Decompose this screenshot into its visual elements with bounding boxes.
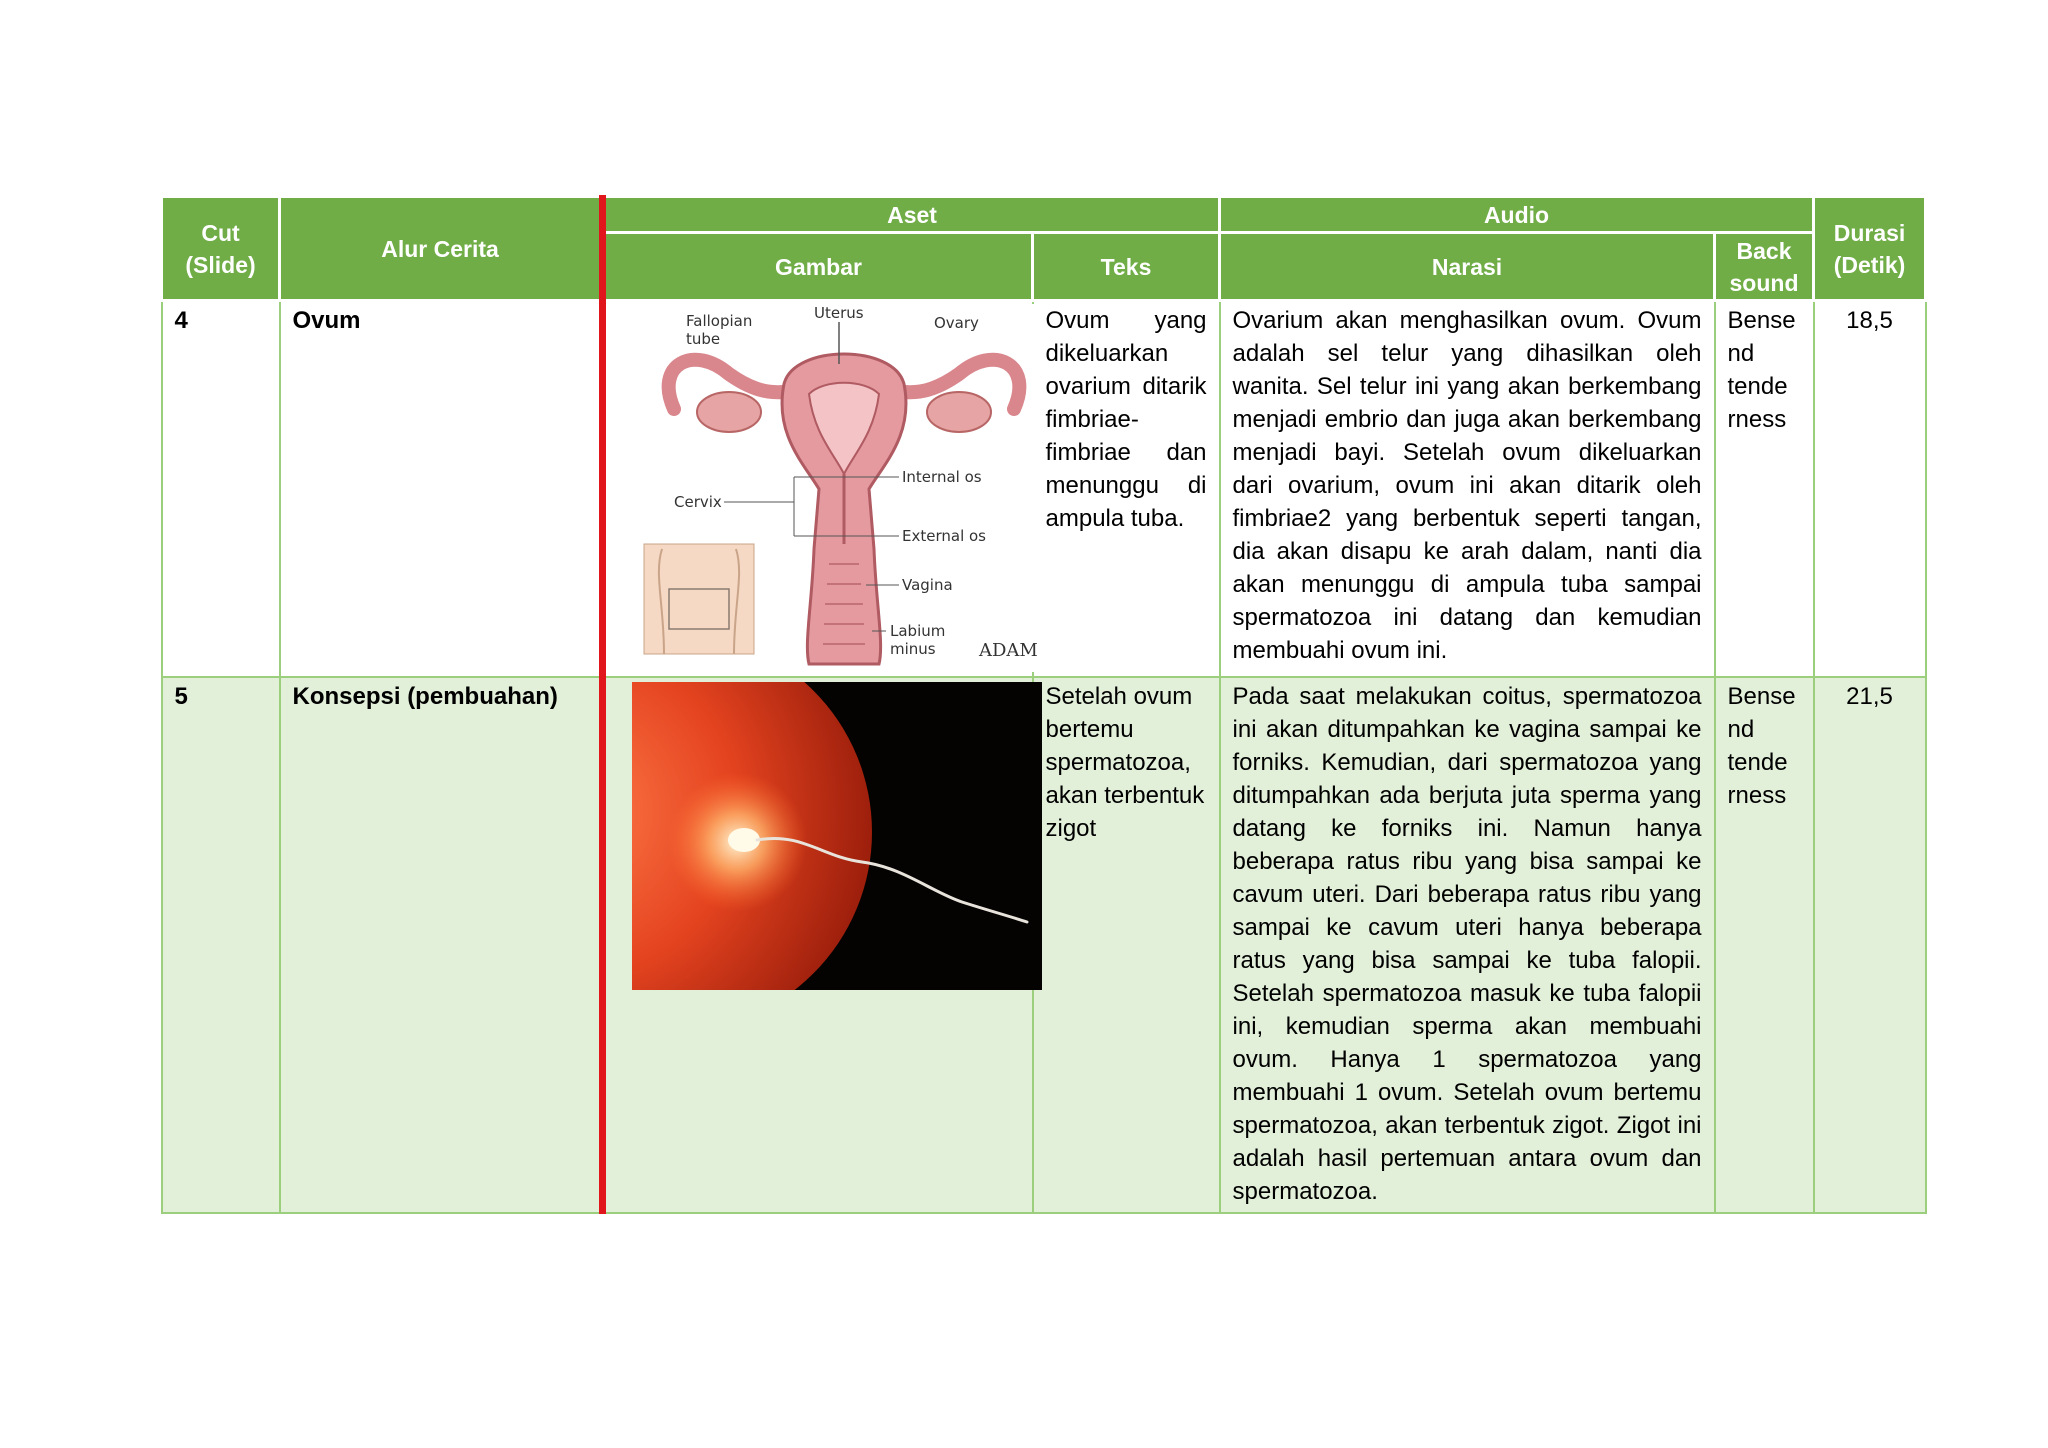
adam-brand-logo: ADAM (979, 640, 1038, 661)
fertilization-image (632, 682, 1042, 990)
header-cut: Cut (Slide) (162, 197, 280, 301)
story-title: Konsepsi (pembuahan) (280, 677, 603, 1213)
teks-cell: Ovum yang dikeluarkan ovarium ditarik fimbriae-fimbriae dan menunggu di ampula tuba. (1033, 301, 1220, 678)
storyboard-table (160, 195, 1927, 1214)
label-minus: minus (890, 640, 936, 658)
narasi-cell: Ovarium akan menghasilkan ovum. Ovum adalah sel telur yang dihasilkan oleh wanita. Sel telur ini yang akan berkembang menjadi embrio dan juga akan berkembang menjadi bayi. Setelah ovum dikeluarkan dari ovarium, ovum ini akan ditarik oleh fimbriae2 yang berbentuk seperti tangan, dia akan disapu ke arah dalam, nanti dia akan menunggu di ampula tuba sampai spermatozoa ini datang dan kemudian membuahi ovum ini. (1220, 301, 1715, 678)
header-backsound: Back sound (1715, 233, 1814, 301)
durasi-cell: 18,5 (1814, 301, 1926, 678)
narasi-cell: Pada saat melakukan coitus, spermatozoa ini akan ditumpahkan ke vagina sampai ke forniks. Kemudian, dari spermatozoa yang ditumpahkan ada berjuta juta sperma yang datang ke forniks ini. Namun hanya beberapa ratus ribu yang bisa sampai ke cavum uteri. Dari beberapa ratus ribu yang sampai ke cavum uteri hanya beberapa ratus yang bisa sampai ke tuba falopii. Setelah spermatozoa masuk ke tuba falopii ini, kemudian sperma akan membuahi ovum. Hanya 1 spermatozoa yang membuahi 1 ovum. Setelah ovum bertemu spermatozoa, akan terbentuk zigot. Zigot ini adalah hasil pertemuan antara ovum dan spermatozoa. (1220, 677, 1715, 1213)
teks-cell: Setelah ovum bertemu spermatozoa, akan terbentuk zigot (1033, 677, 1220, 1213)
label-tube: tube (686, 330, 721, 348)
storyboard-sheet (160, 195, 1927, 1214)
table-row (162, 677, 1926, 1213)
label-internal-os: Internal os (902, 468, 982, 486)
label-uterus: Uterus (814, 304, 864, 322)
header-durasi: Durasi (Detik) (1814, 197, 1926, 301)
header-narasi: Narasi (1220, 233, 1715, 301)
cut-number: 5 (162, 677, 280, 1213)
label-external-os: External os (902, 527, 986, 545)
header-gambar: Gambar (603, 233, 1033, 301)
image-cell (603, 301, 1038, 678)
story-title: Ovum (280, 301, 603, 678)
header-alur-cerita: Alur Cerita (280, 197, 603, 301)
table-row (162, 301, 1926, 678)
header-audio: Audio (1220, 197, 1814, 233)
backsound-cell: Bense nd tende rness (1715, 677, 1814, 1213)
header-aset: Aset (603, 197, 1220, 233)
cut-number: 4 (162, 301, 280, 678)
label-fallopian: Fallopian (686, 312, 753, 330)
label-labium: Labium (890, 622, 946, 640)
backsound-cell: Bense nd tende rness (1715, 301, 1814, 678)
header-teks: Teks (1033, 233, 1220, 301)
label-ovary: Ovary (934, 314, 979, 332)
label-cervix: Cervix (674, 493, 722, 511)
durasi-cell: 21,5 (1814, 677, 1926, 1213)
image-cell (603, 677, 1033, 1213)
label-vagina: Vagina (902, 576, 953, 594)
uterus-anatomy-image (634, 304, 1054, 672)
